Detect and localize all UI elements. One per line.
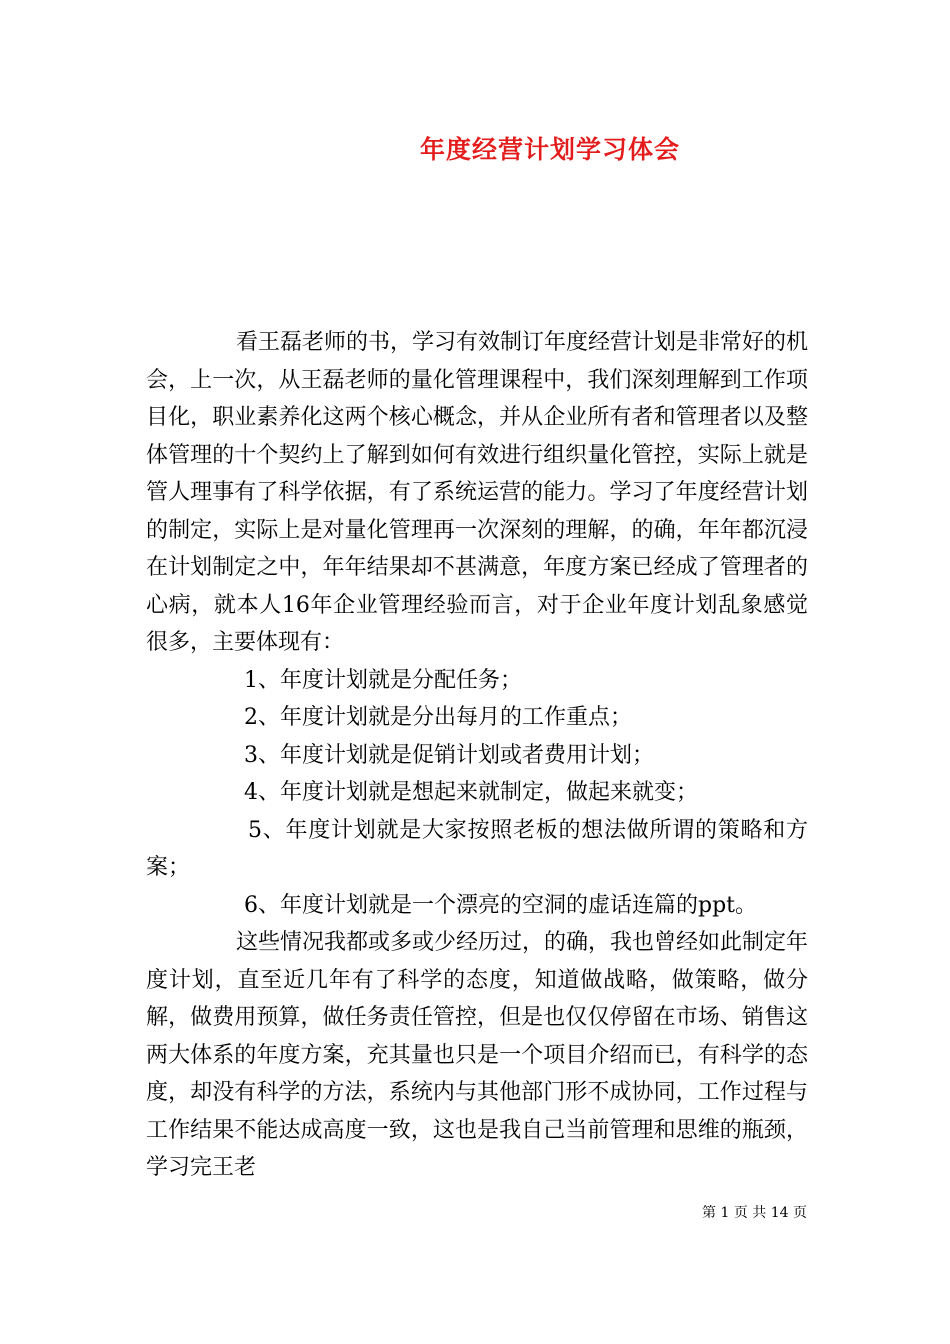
list-item-4: 4、年度计划就是想起来就制定，做起来就变； [244, 780, 698, 805]
list-item-2: 2、年度计划就是分出每月的工作重点； [244, 705, 632, 730]
paragraph-2: 这些情况我都或多或少经历过，的确，我也曾经如此制定年度计划，直至近几年有了科学的态度，知道做战略，做策略，做分解，做费用预算，做任务责任管控，但是也仅仅停留在市场、销售这两大体系的年度方案，充其量也只是一个项目介绍而已，有科学的态度，却没有科学的方法，系统内与其他部门形不成协同，工作过程与工作结果不能达成高度一致，这也是我自己当前管理和思维的瓶颈，学习完王老 [146, 930, 809, 1180]
list-item-3: 3、年度计划就是促销计划或者费用计划； [244, 742, 654, 768]
page-number: 第 1 页 共 14 页 [702, 1205, 807, 1221]
list-item-1: 1、年度计划就是分配任务； [244, 667, 522, 693]
document-title: 年度经营计划学习体会 [419, 135, 680, 164]
paragraph-1: 看王磊老师的书，学习有效制订年度经营计划是非常好的机会，上一次，从王磊老师的量化管理课程中，我们深刻理解到工作项目化，职业素养化这两个核心概念，并从企业所有者和管理者以及整体管理的十个契约上了解到如何有效进行组织量化管控，实际上就是管人理事有了科学依据，有了系统运营的能力。学习了年度经营计划的制定，实际上是对量化管理再一次深刻的理解，的确，年年都沉浸在计划制定之中，年年结果却不甚满意，年度方案已经成了管理者的心病，就本人16年企业管理经验而言，对于企业年度计划乱象感觉很多，主要体现有： [146, 330, 809, 655]
document-body [146, 324, 808, 1187]
list-item-6: 6、年度计划就是一个漂亮的空洞的虚话连篇的ppt。 [244, 892, 758, 918]
list-item-5: 5、年度计划就是大家按照老板的想法做所谓的策略和方案； [146, 817, 808, 880]
